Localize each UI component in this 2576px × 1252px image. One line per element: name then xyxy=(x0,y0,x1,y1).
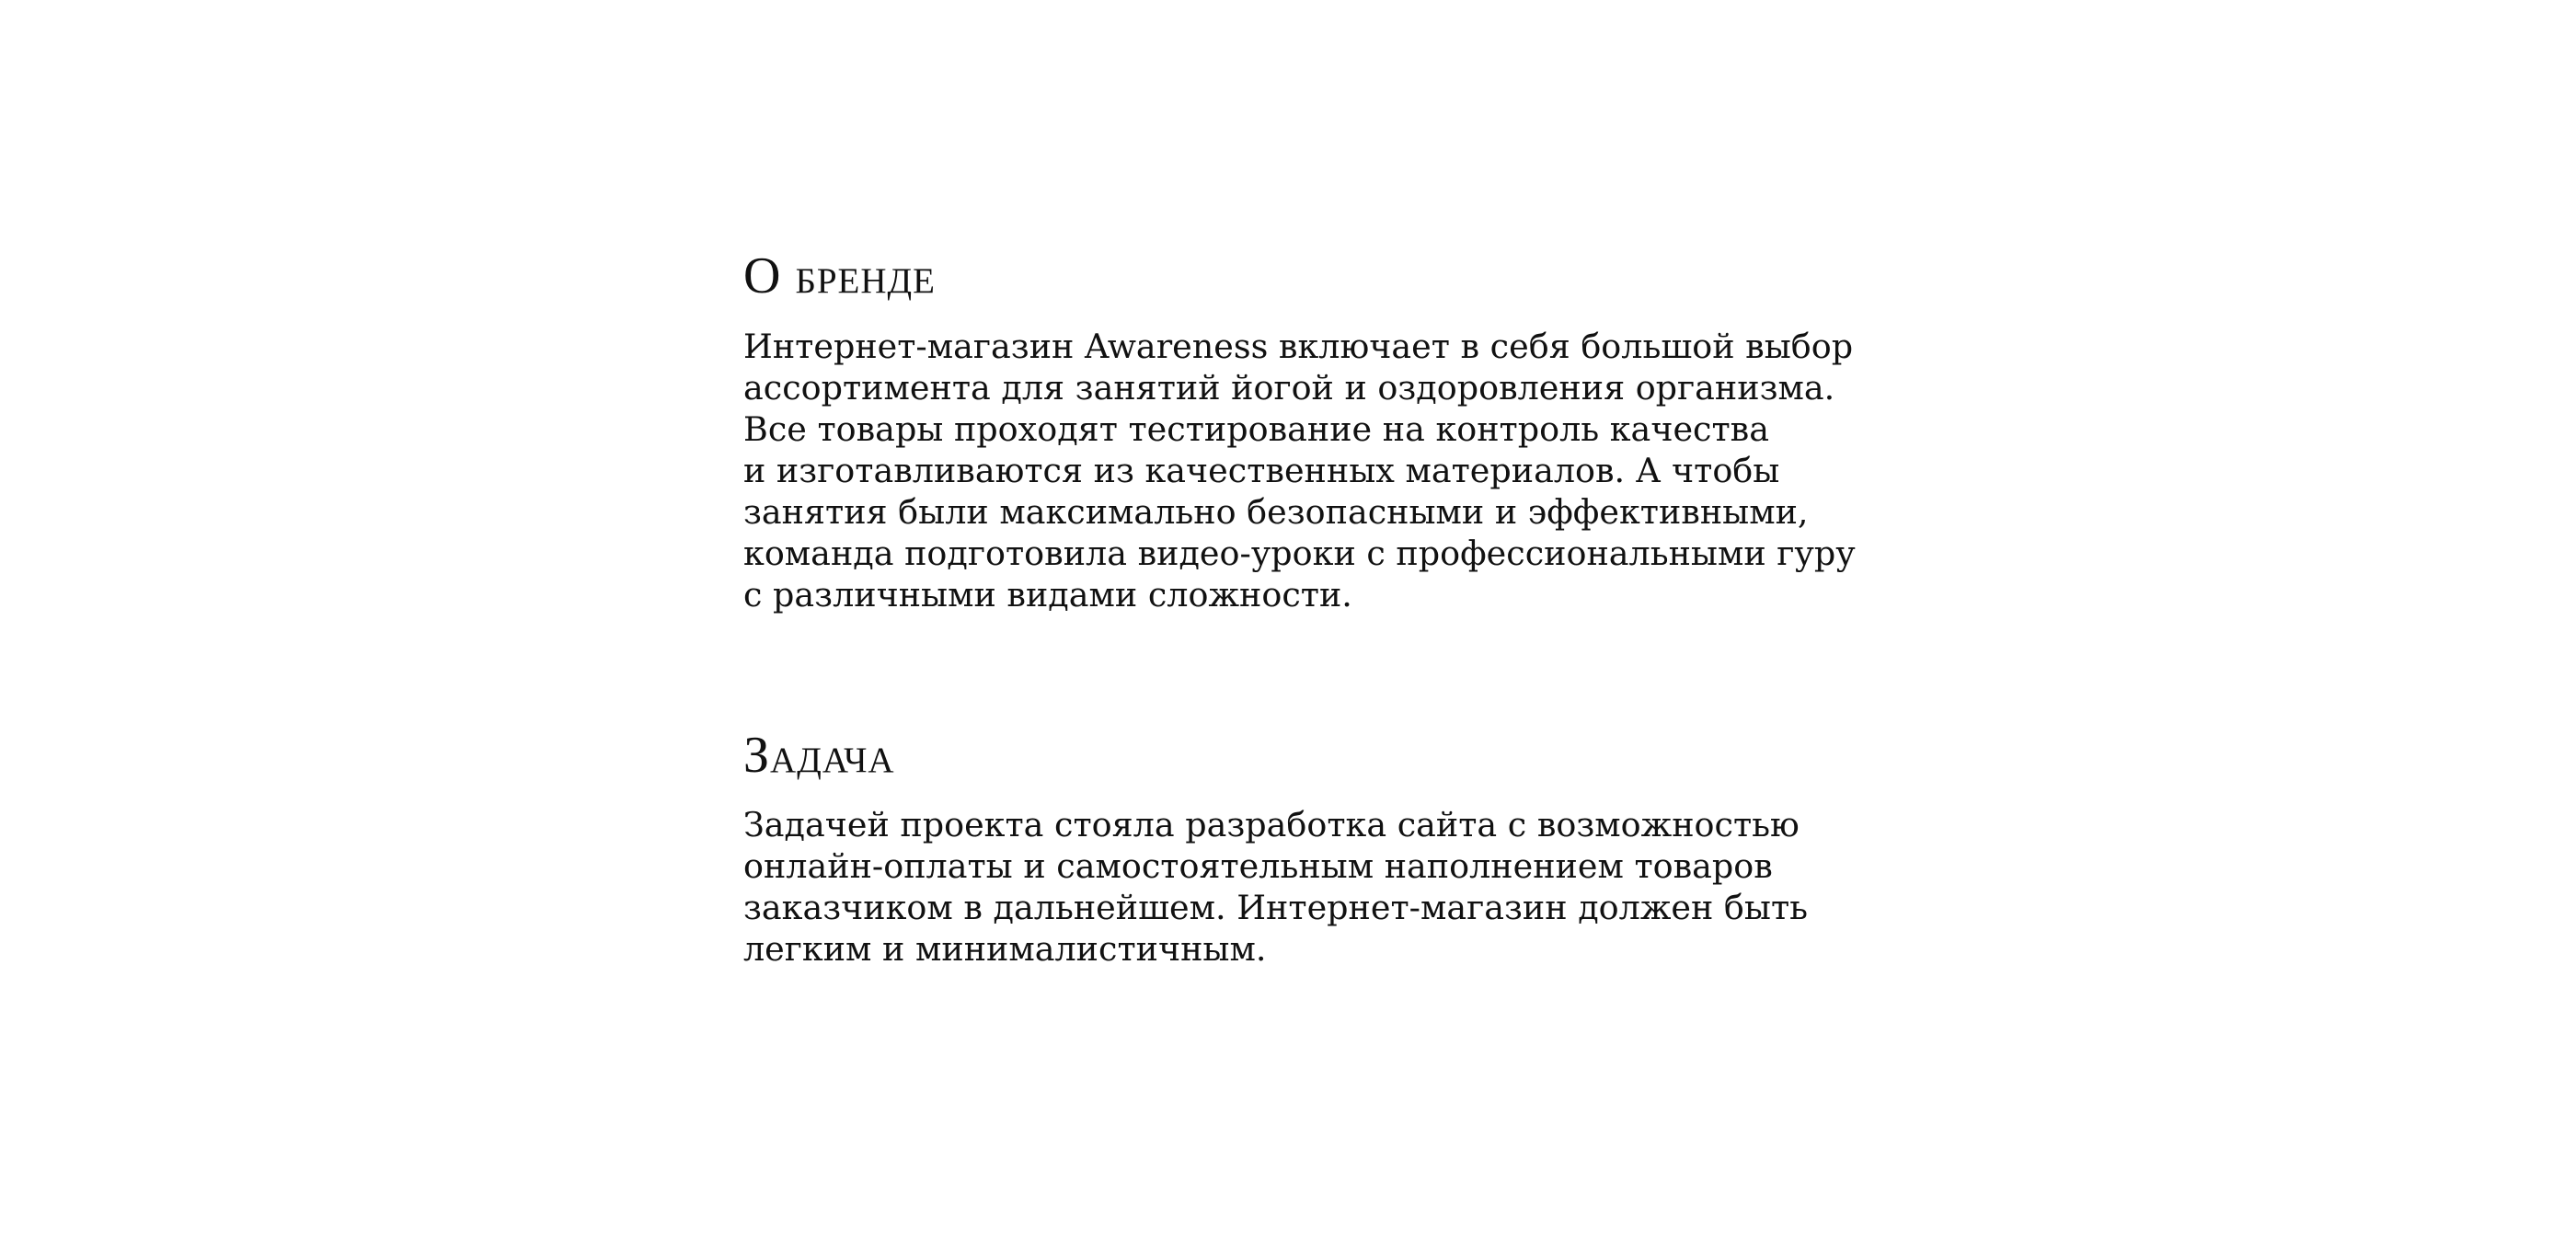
text-line: заказчиком в дальнейшем. Интернет-магазин должен быть xyxy=(743,888,1809,928)
text-line: ассортимента для занятий йогой и оздоровления организма. xyxy=(743,367,1835,408)
content-column xyxy=(743,247,1856,970)
task-section xyxy=(743,728,1847,971)
task-text xyxy=(743,804,1847,970)
task-heading: Задача xyxy=(743,726,895,784)
text-line: легким и минималистичным. xyxy=(743,929,1267,970)
text-line: занятия были максимально безопасными и эффективными, xyxy=(743,491,1809,532)
text-line: и изготавливаются из качественных материалов. А чтобы xyxy=(743,450,1780,490)
text-line: Все товары проходят тестирование на контроль качества xyxy=(743,408,1769,449)
text-line: команда подготовила видео-уроки с профессиональными гуру xyxy=(743,533,1856,573)
text-line: с различными видами сложности. xyxy=(743,574,1352,615)
text-line: Задачей проекта стояла разработка сайта с возможностью xyxy=(743,805,1800,845)
about-brand-section xyxy=(743,247,1856,615)
about-brand-text xyxy=(743,326,1856,615)
text-line: Интернет-магазин Awareness включает в себя большой выбор xyxy=(743,326,1854,366)
about-brand-heading: О бренде xyxy=(743,247,936,304)
text-line: онлайн-оплаты и самостоятельным наполнением товаров xyxy=(743,846,1773,887)
